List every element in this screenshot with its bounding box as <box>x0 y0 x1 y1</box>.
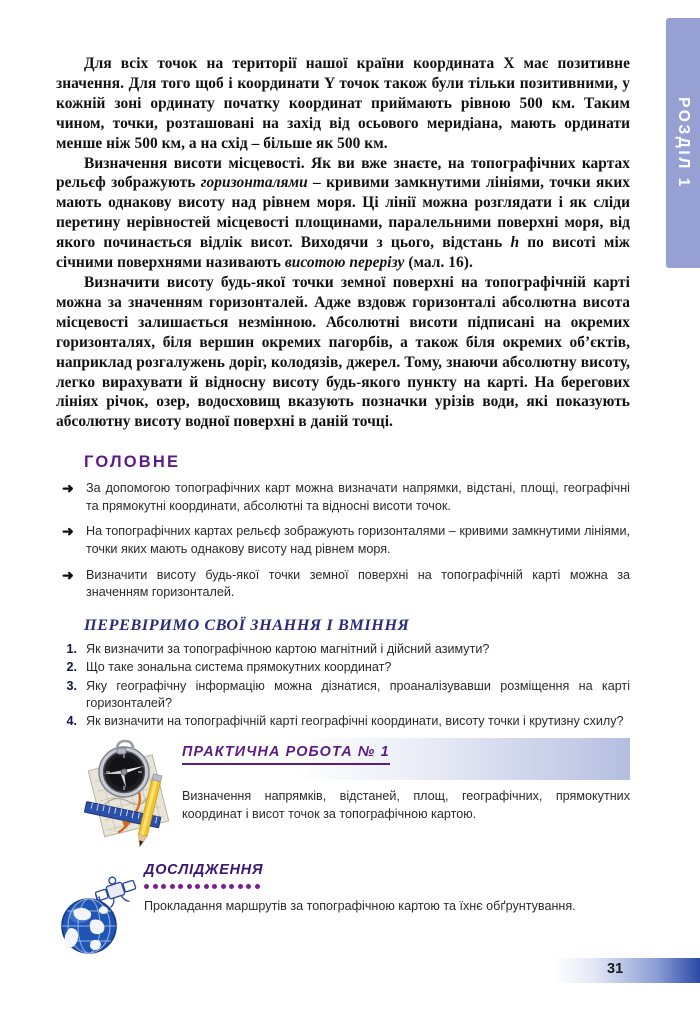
question-number: 1. <box>66 641 77 656</box>
check-knowledge-section <box>56 616 630 731</box>
research-text: Прокладання маршрутів за топографічною картою та їхнє обґрунтування. <box>144 899 576 913</box>
term-section-height: висотою перерізу <box>284 254 405 272</box>
main-points-section <box>56 453 630 602</box>
page-number: 31 <box>607 961 624 977</box>
research-dots-divider <box>144 884 260 891</box>
chapter-tab <box>666 18 700 268</box>
arrow-right-icon: ➜ <box>62 523 74 540</box>
question-row <box>56 641 630 658</box>
practical-work-heading: ПРАКТИЧНА РОБОТА № 1 <box>182 744 390 765</box>
question-text: Як визначити за топографічною картою магнітний і дійсний азимути? <box>86 641 490 656</box>
main-point-item <box>56 567 630 602</box>
question-row <box>56 713 630 730</box>
compass-map-icon <box>76 738 180 850</box>
arrow-right-icon: ➜ <box>62 480 74 497</box>
research-heading: ДОСЛІДЖЕННЯ <box>144 862 264 878</box>
main-point-text: За допомогою топографічних карт можна визначати напрямки, відстані, площі, географічні та прямокутні координати, абсолютні та відносні висоти точок. <box>86 481 630 513</box>
body-paragraph-2 <box>56 154 630 273</box>
paragraph-2-lead: Визначення висоти місцевості. <box>84 154 305 172</box>
main-point-item <box>56 480 630 515</box>
research-section <box>56 862 630 962</box>
main-point-text: Визначити висоту будь-якої точки земної поверхні на топографічній карті можна за значенням горизонталей. <box>86 567 630 600</box>
term-horizontals: горизонталями <box>200 174 308 192</box>
question-text: Що таке зональна система прямокутних координат? <box>86 660 392 675</box>
question-number: 2. <box>66 660 77 675</box>
question-text: Як визначити на топографічній карті географічні координати, висоту точки і крутизну схилу? <box>86 714 624 729</box>
paragraph-2-text-b: – кривими замкнутими лініями, точки яких мають однакову висоту над рівнем моря. Ці лінії можна розглядати і як сліди перетину нерівностей місцевості площинами, паралельними поверхні моря, від якого починається відлік висот. Виходячи з цього, відстань <box>56 174 630 252</box>
chapter-tab-label: РОЗДІЛ 1 <box>675 97 692 189</box>
body-paragraph-3: Визначити висоту будь-якої точки земної поверхні на топографічній карті можна за значенням горизонталей. Адже вздовж горизонталі абсолютна висота місцевості залишається незмінною. Абсолютні висоти підписані на окремих горизонталях, біля вершин окремих пагорбів, а також біля окремих об’єктів, наприклад розгалужень доріг, колодязів, джерел. Тому, знаючи абсолютну висоту, легко вирахувати й відносну висоту будь-якого пункту на карті. На берегових лініях річок, озер, водосховищ вказують позначки урізів води, які показують абсолютну висоту водної поверхні в даній точці. <box>56 273 630 431</box>
check-knowledge-heading: ПЕРЕВІРИМО СВОЇ ЗНАННЯ І ВМІННЯ <box>84 615 410 634</box>
paragraph-2-text-a: Як ви вже знаєте, на топографічних картах рельєф зображують <box>56 154 630 192</box>
question-row <box>56 659 630 676</box>
main-point-item <box>56 523 630 558</box>
arrow-right-icon: ➜ <box>62 566 74 583</box>
term-h: h <box>510 234 520 252</box>
question-text: Яку географічну інформацію можна дізнатися, проаналізувавши розміщення на карті горизонталей? <box>86 678 630 710</box>
question-number: 3. <box>66 678 77 693</box>
main-point-text: На топографічних картах рельєф зображують горизонталями – кривими замкнутими лініями, точки яких мають однакову висоту над рівнем моря. <box>86 524 630 556</box>
page-content <box>56 54 630 732</box>
paragraph-2-text-d: (мал. 16). <box>404 254 473 272</box>
body-paragraph-1: Для всіх точок на території нашої країни координата X має позитивне значення. Для того щоб і координати Y точок також були тільки позитивними, у кожній зоні ординату початку координат приймають рівною 500 км. Таким чином, точки, розташовані на захід від осьового меридіана, мають ординати менше ніж 500 км, а на схід – більше як 500 км. <box>56 55 630 152</box>
paragraph-2-text-c: по висоті між січними поверхнями називають <box>56 234 630 272</box>
page-number-bar <box>553 958 700 983</box>
practical-work-text: Визначення напрямків, відстаней, площ, географічних, прямокутних координат і висот точок за топографічною картою. <box>182 789 630 821</box>
question-row <box>56 678 630 713</box>
question-number: 4. <box>66 714 77 729</box>
practical-work-section <box>56 736 630 854</box>
globe-satellite-icon <box>56 866 148 958</box>
main-points-heading: ГОЛОВНЕ <box>84 453 181 472</box>
